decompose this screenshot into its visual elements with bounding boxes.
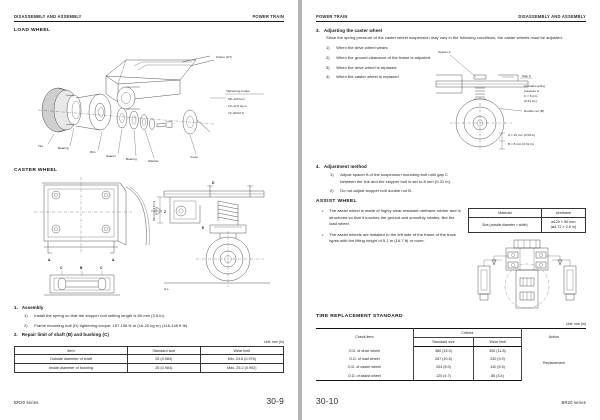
table-row (15, 364, 284, 373)
assembly-step-number: 1) (24, 313, 28, 318)
bullet-marker: • (322, 231, 324, 237)
torque-kgm: 10~12.5 kg·m (228, 104, 248, 108)
condition-item (326, 74, 436, 80)
column-header-criteria: Criteria (413, 328, 521, 337)
assembly-step-text: Frame mounting bolt (D) tightening torque: 157-196 N·m (16-20 kg·m) (116-145 ft·lb) (34, 322, 188, 328)
footer-page-number: 30-10 (316, 396, 339, 406)
condition-item (326, 55, 436, 61)
assembly-number: 1. (14, 305, 18, 310)
assembly-step-number: 2) (24, 322, 28, 328)
table-row (15, 355, 284, 364)
part-label-washer: Washer (148, 159, 159, 163)
adjusting-section (316, 28, 586, 41)
adjustment-method-section (316, 164, 586, 194)
table-header-row (316, 328, 586, 337)
contact-note-3: C = 8 mm (524, 94, 538, 99)
cell-check-item: O.D. of caster wheel (316, 363, 413, 371)
spec-label-size: Size (outside diameter × width) (469, 218, 542, 233)
adjustment-step-number: 1) (330, 172, 334, 178)
table-row (316, 346, 586, 355)
right-page-header (316, 14, 586, 22)
right-page (302, 0, 600, 420)
cell-item: Inside diameter of bushing (15, 364, 128, 373)
gap-c-label: Gap C (522, 74, 531, 79)
table-row (469, 209, 586, 218)
column-header-item: Item (15, 346, 128, 355)
cell-wear-limit: 140 (5.5) (474, 363, 521, 371)
caster-adjustment-figure (436, 45, 586, 163)
left-page-body (14, 28, 284, 394)
right-page-body (316, 28, 586, 394)
condition-number: 1) (326, 45, 330, 51)
mark-c-right: C (100, 266, 103, 270)
load-wheel-figure (14, 36, 284, 164)
spec-size-in: (ø4.72 × 2.0 in) (550, 225, 577, 230)
condition-number: 3) (326, 64, 330, 70)
repair-limit-section (14, 332, 284, 373)
adjustment-step-text: Adjust spacer A of the suspension mounting bolt until gap C between the link and the stopper bolt is set to 8 mm (0.31 in). (340, 172, 451, 184)
spec-size-mm: ø120 × 50 mm (551, 220, 576, 225)
condition-text: When the caster wheel is replaced (336, 74, 399, 80)
adjusting-intro: Since the spring pressure of the caster wheel suspension may vary in the following conditions, the caster wheels must be adjusted. (326, 35, 563, 40)
column-header-action: Action (521, 328, 586, 346)
header-left-text: POWER TRAIN (316, 14, 348, 19)
torque-nm: 98~123 N·m (228, 97, 246, 101)
assist-wheel-title: ASSIST WHEEL (316, 199, 357, 205)
section-mark-a-right: A (112, 258, 115, 262)
condition-item (326, 45, 436, 51)
cell-standard: 25 (0.984) (127, 364, 200, 373)
part-label-tire: Tire (38, 144, 44, 148)
left-page-footer (14, 396, 284, 406)
cell-check-item: O.D. of assist wheel (316, 371, 413, 380)
assembly-title: Assembly (21, 305, 44, 310)
part-label-cover: Cover (190, 155, 199, 159)
table-row (469, 218, 586, 233)
table-header-row (15, 346, 284, 355)
tire-standard-table (316, 328, 586, 381)
adjusting-title: Adjusting the caster wheel (323, 28, 383, 33)
spec-value-material: Urethane (541, 209, 585, 218)
adjustment-method-number: 4. (316, 164, 320, 170)
repair-limit-number: 2. (14, 332, 18, 338)
adjusting-number: 3. (316, 28, 320, 33)
adjustment-method-title: Adjustment method (323, 164, 367, 170)
adjustment-step-text: Do not adjust stopper bolt double nut B. (340, 188, 413, 194)
condition-number: 2) (326, 54, 330, 60)
z-arrow-label: Z (164, 210, 167, 214)
column-header-standard-size: Standard size (413, 337, 474, 346)
assist-wheel-spec-table (468, 208, 586, 233)
mark-b: B (80, 266, 83, 270)
detail-mark-d: D (212, 181, 215, 185)
cell-standard: 25 (0.984) (127, 355, 200, 364)
column-header-check-item: Check item (316, 328, 413, 346)
cell-item: Outside diameter of shaft (15, 355, 128, 364)
cell-wear: Min. 24.8 (0.976) (200, 355, 283, 364)
assist-wheel-bullet-text: The assist wheels are installed to the left side of the frame of the truck types with the lifting height of 5.1 m (16.7 ft) or more. (329, 231, 456, 244)
assist-wheel-bullet-text: The assist wheel is made of highly wear-resistant urethane rubber and is structured so that it touches the ground and smoothly rotates, like the load wheel. (329, 208, 461, 226)
spacer-a-label: Spacer A (438, 50, 451, 55)
adjustment-step-number: 2) (330, 188, 334, 194)
assembly-step-text: Install the spring so that the stopper bolt setting length is 89 mm (3.5 in). (34, 313, 166, 318)
cell-standard-size: 380 (15.0) (413, 346, 474, 355)
dim-b-label: B = 8 mm (0.31 in) (508, 142, 534, 147)
cell-standard-size: 120 (4.7) (413, 371, 474, 380)
torque-title: Tightening torque (226, 89, 250, 93)
part-label-bearing-1: Bearing (58, 146, 69, 150)
tire-standard-title: TIRE REPLACEMENT STANDARD (316, 314, 403, 320)
condition-item (326, 65, 436, 71)
double-nut-label: Double nut (B) (524, 109, 544, 114)
left-page (0, 0, 298, 420)
tightening-torque-note (210, 89, 264, 115)
cell-wear-limit: 300 (11.8) (474, 346, 521, 355)
cell-wear-limit: 85 (3.4) (474, 371, 521, 380)
ground-line-label: G.L (164, 287, 169, 291)
caster-dimension-label: 89 mm (3.5 in) (152, 201, 156, 221)
cell-check-item: O.D. of drive wheel (316, 346, 413, 355)
adjustment-step (330, 172, 456, 185)
column-header-standard: Standard size (127, 346, 200, 355)
mark-c-left: C (60, 266, 63, 270)
cell-standard-size: 267 (10.5) (413, 355, 474, 363)
assembly-step (24, 323, 284, 329)
tire-standard-section (316, 314, 586, 381)
footer-series: BR20 series (14, 400, 39, 405)
assist-wheel-bullet (322, 232, 462, 245)
section-mark-a-left: A (48, 258, 51, 262)
condition-text: When the drive wheel is replaced (336, 64, 397, 70)
part-label-spacer: Spacer (106, 154, 116, 158)
footer-page-number: 30-9 (266, 396, 284, 406)
assist-wheel-bullets (316, 208, 462, 310)
spec-value-size (541, 218, 585, 233)
cell-standard-size: 204 (8.0) (413, 363, 474, 371)
frame-callout-label: Frame (LH) (216, 55, 232, 59)
cell-check-item: O.D. of load wheel (316, 355, 413, 363)
right-page-footer (316, 396, 586, 406)
repair-limit-title: Repair limit of shaft (B) and bushing (C) (21, 332, 109, 338)
left-page-header (14, 14, 284, 22)
assist-wheel-figure (468, 236, 586, 310)
assembly-step (24, 313, 284, 319)
assembly-section (14, 305, 284, 329)
caster-section-view (152, 181, 270, 291)
spec-header-material: Material (469, 209, 542, 218)
repair-limit-unit: Unit: mm (in) (263, 340, 284, 345)
assist-wheel-bullet (322, 208, 462, 227)
column-header-wear: Wear limit (200, 346, 283, 355)
frame-bracket-drawing (106, 56, 214, 109)
column-header-wear-limit: Wear limit (474, 337, 521, 346)
cell-action: Replacement (521, 346, 586, 380)
header-right-text: POWER TRAIN (252, 14, 284, 19)
torque-lbft: 72~90 lbf·ft (228, 111, 244, 115)
part-label-rim: Rim (90, 150, 96, 154)
header-right-text: DISASSEMBLY AND ASSEMBLY (518, 14, 586, 19)
dim-a-label: A = 15 mm (0.59 in) (508, 133, 536, 138)
condition-text: When the ground clearance of the frame is adjusted (336, 54, 431, 60)
cell-wear: Max. 25.2 (0.992) (200, 364, 283, 373)
footer-series: BR20 series (561, 400, 586, 405)
caster-plan-view (34, 177, 149, 255)
detail-mark-e: E (202, 226, 205, 230)
tire-standard-unit: Unit: mm (in) (565, 322, 586, 327)
condition-text: When the drive wheel wears (336, 45, 388, 51)
part-label-bearing-2: Bearing (126, 157, 137, 161)
caster-bottom-view (44, 271, 120, 295)
repair-limit-table (14, 346, 284, 373)
conditions-list (316, 45, 436, 163)
load-wheel-title: LOAD WHEEL (14, 28, 51, 33)
caster-wheel-title: CASTER WHEEL (14, 168, 58, 173)
contact-note-4: (0.31 in).) (524, 99, 538, 104)
contact-note-1: (Contact spring (524, 84, 545, 89)
cell-wear-limit: 230 (9.0) (474, 355, 521, 363)
header-left-text: DISASSEMBLY AND ASSEMBLY (14, 14, 82, 19)
adjustment-step (330, 188, 456, 194)
caster-wheel-figure (14, 175, 284, 303)
condition-number: 4) (326, 74, 330, 80)
contact-note-2: pressure is (524, 89, 540, 94)
bullet-marker: • (322, 208, 324, 214)
